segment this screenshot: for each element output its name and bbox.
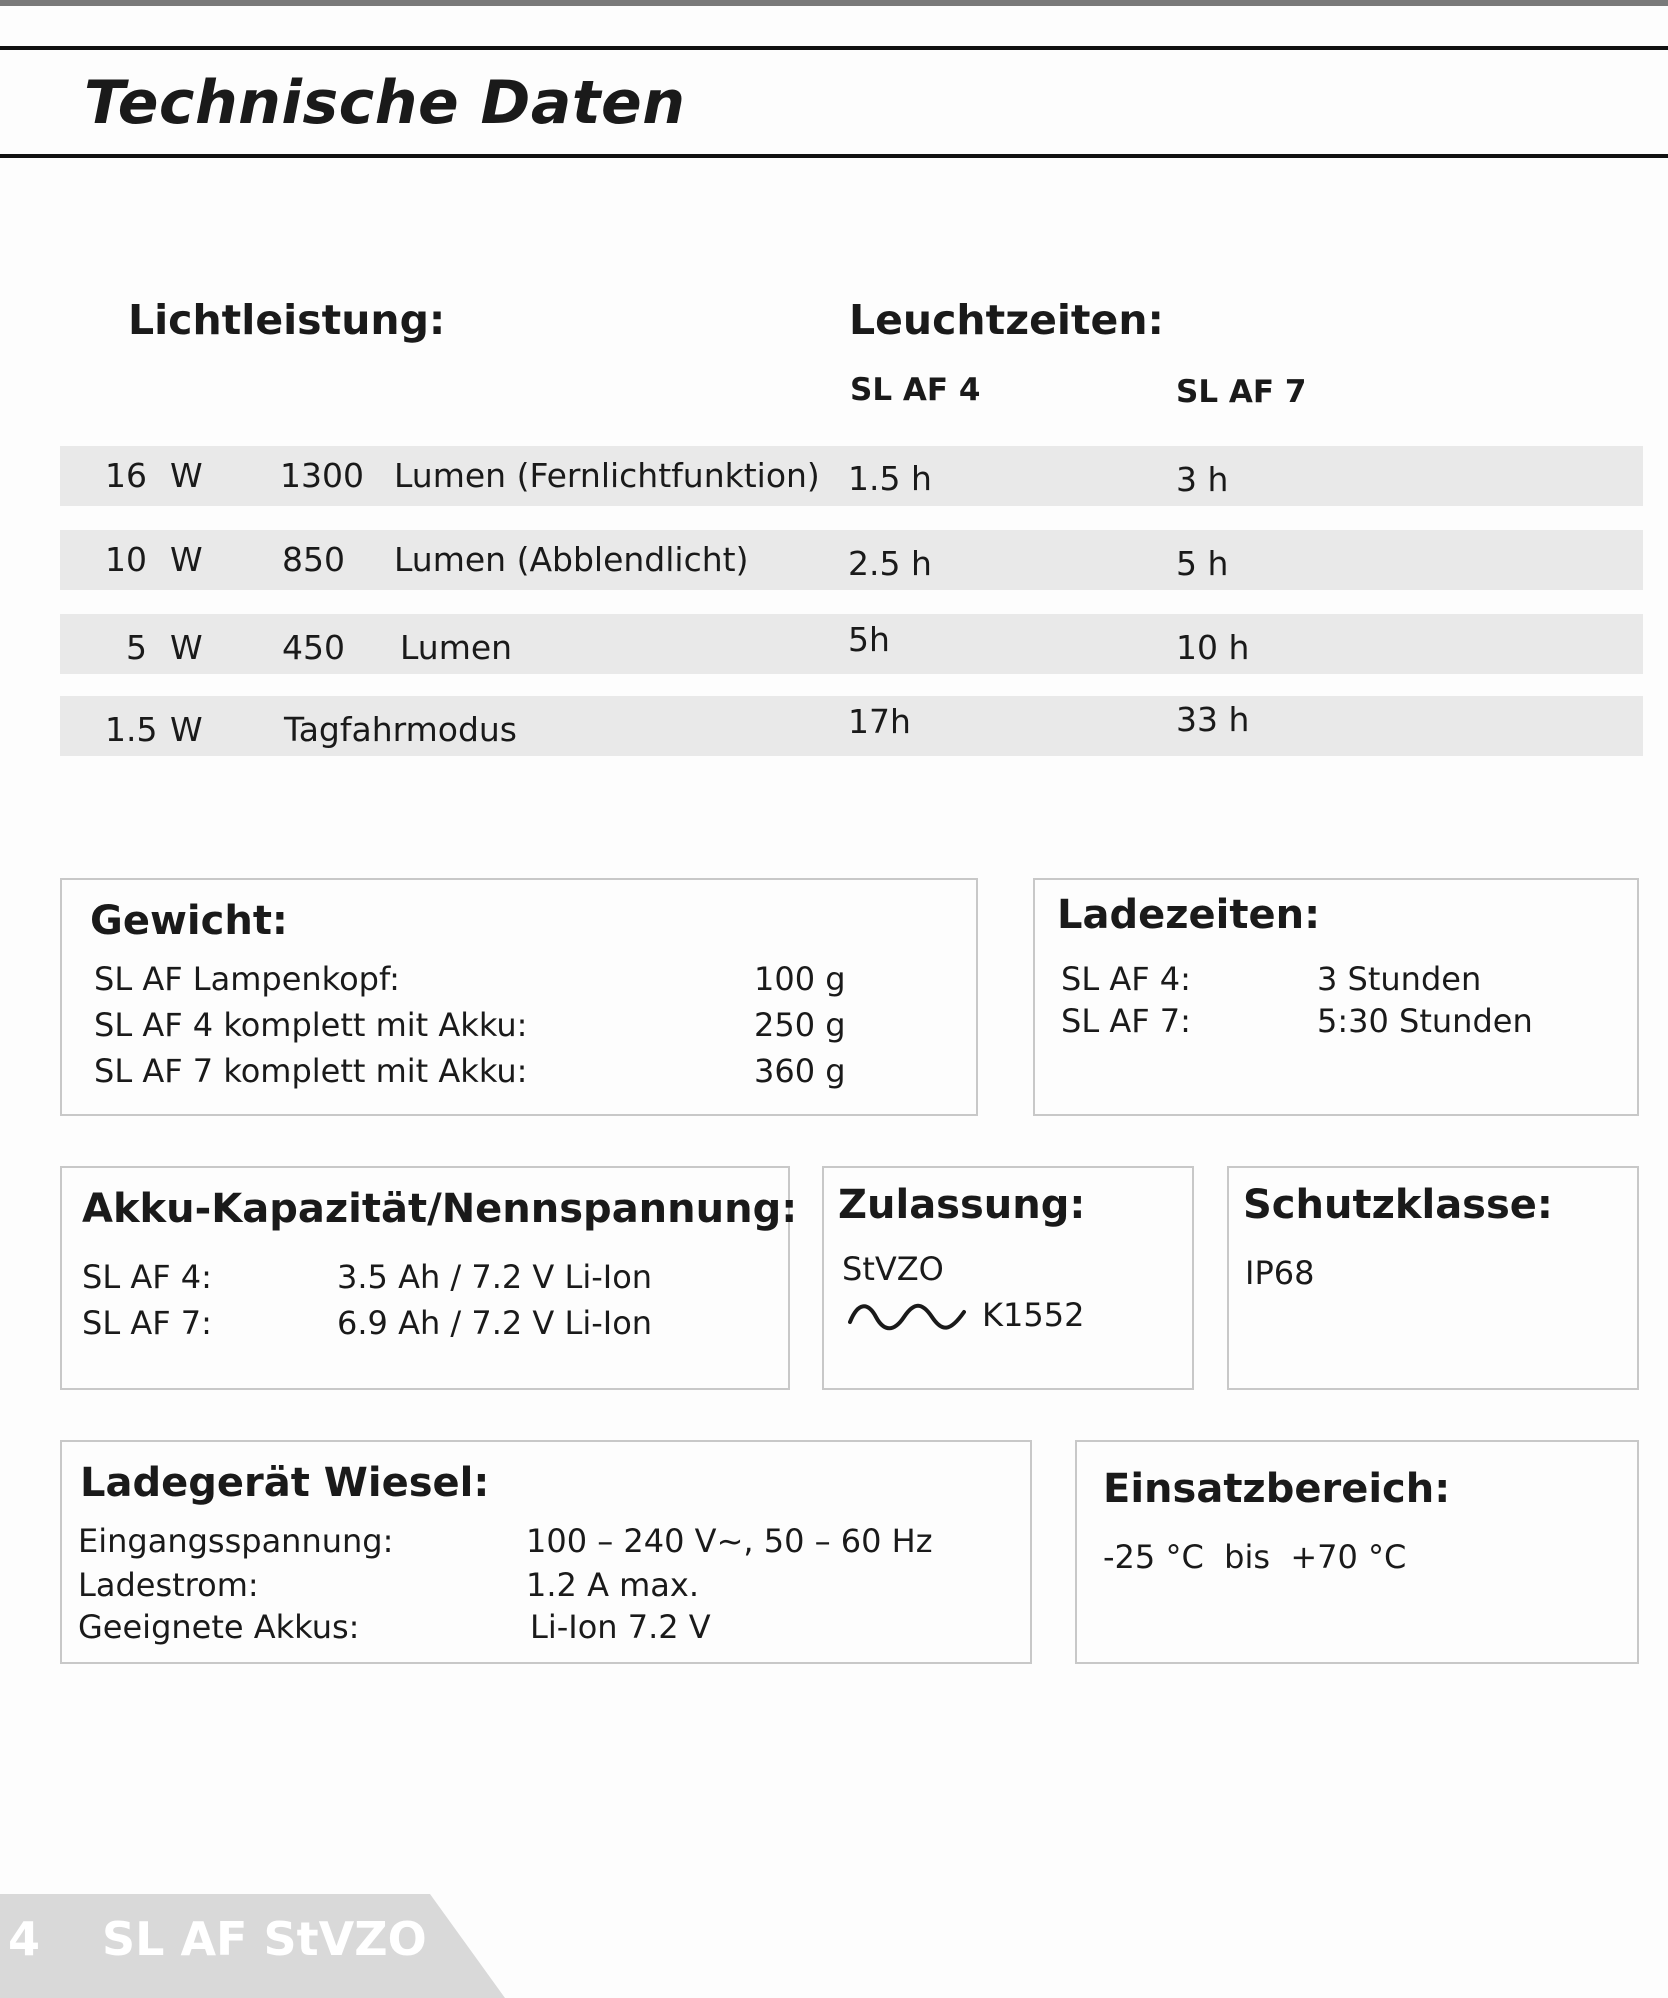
runtime-af4: 5h [848, 620, 890, 659]
ladegeraet-value: Li-Ion 7.2 V [530, 1608, 711, 1646]
watt-unit: W [170, 628, 203, 667]
lichtleistung-heading: Lichtleistung: [128, 296, 446, 344]
runtime-af4: 17h [848, 702, 911, 741]
watt-value: 10 [105, 540, 147, 579]
einsatzbereich-value: -25 °C bis +70 °C [1103, 1538, 1407, 1576]
runtime-af7: 5 h [1176, 544, 1229, 583]
zulassung-heading: Zulassung: [838, 1182, 1086, 1228]
mode-description: Tagfahrmodus [284, 710, 517, 749]
lumen-value: 850 [282, 540, 345, 579]
title-rule-top [0, 46, 1668, 50]
akku-label: SL AF 4: [82, 1258, 212, 1296]
gewicht-heading: Gewicht: [90, 898, 288, 944]
runtime-af7: 33 h [1176, 700, 1250, 739]
gewicht-box [60, 878, 978, 1116]
runtime-af7: 10 h [1176, 628, 1250, 667]
gewicht-label: SL AF 4 komplett mit Akku: [94, 1006, 528, 1044]
watt-unit: W [170, 456, 203, 495]
ladegeraet-label: Eingangsspannung: [78, 1522, 394, 1560]
title-rule-bottom [0, 154, 1668, 158]
footer-product-name: SL AF StVZO [102, 1912, 427, 1966]
ladezeiten-value: 3 Stunden [1317, 960, 1482, 998]
runtime-af7: 3 h [1176, 460, 1229, 499]
runtime-af4: 2.5 h [848, 544, 932, 583]
table-row [60, 446, 1643, 506]
page-title: Technische Daten [84, 68, 686, 138]
gewicht-label: SL AF 7 komplett mit Akku: [94, 1052, 528, 1090]
zulassung-regulation: StVZO [842, 1250, 944, 1288]
top-bar [0, 0, 1668, 6]
mode-description: Lumen (Abblendlicht) [394, 540, 749, 579]
gewicht-label: SL AF Lampenkopf: [94, 960, 400, 998]
akku-value: 6.9 Ah / 7.2 V Li-Ion [337, 1304, 653, 1342]
ladezeiten-value: 5:30 Stunden [1317, 1002, 1533, 1040]
gewicht-value: 100 g [754, 960, 846, 998]
gewicht-value: 360 g [754, 1052, 846, 1090]
mode-description: Lumen [400, 628, 513, 667]
watt-unit: W [170, 710, 203, 749]
gewicht-value: 250 g [754, 1006, 846, 1044]
ladezeiten-box [1033, 878, 1639, 1116]
column-header-af7: SL AF 7 [1176, 374, 1307, 410]
akku-label: SL AF 7: [82, 1304, 212, 1342]
page-number: 4 [8, 1912, 41, 1966]
ladezeiten-label: SL AF 7: [1061, 1002, 1191, 1040]
einsatzbereich-heading: Einsatzbereich: [1103, 1466, 1451, 1512]
ladegeraet-value: 1.2 A max. [526, 1566, 700, 1604]
ladezeiten-label: SL AF 4: [1061, 960, 1191, 998]
zulassung-box [822, 1166, 1194, 1390]
leuchtzeiten-heading: Leuchtzeiten: [849, 296, 1164, 344]
watt-value: 5 [126, 628, 147, 667]
ladegeraet-value: 100 – 240 V~, 50 – 60 Hz [526, 1522, 933, 1560]
einsatzbereich-box [1075, 1440, 1639, 1664]
ladegeraet-label: Geeignete Akkus: [78, 1608, 360, 1646]
schutzklasse-value: IP68 [1245, 1254, 1315, 1292]
table-row [60, 696, 1643, 756]
wave-approval-icon [848, 1300, 966, 1334]
akku-heading: Akku-Kapazität/Nennspannung: [82, 1186, 798, 1232]
schutzklasse-box [1227, 1166, 1639, 1390]
lumen-value: 450 [282, 628, 345, 667]
table-row [60, 530, 1643, 590]
ladegeraet-label: Ladestrom: [78, 1566, 259, 1604]
ladezeiten-heading: Ladezeiten: [1057, 892, 1321, 938]
ladegeraet-heading: Ladegerät Wiesel: [80, 1460, 490, 1506]
watt-unit: W [170, 540, 203, 579]
ladegeraet-box [60, 1440, 1032, 1664]
runtime-af4: 1.5 h [848, 459, 932, 498]
mode-description: Lumen (Fernlichtfunktion) [394, 456, 820, 495]
watt-value: 1.5 [105, 710, 158, 749]
lumen-value: 1300 [280, 456, 364, 495]
akku-box [60, 1166, 798, 1390]
column-header-af4: SL AF 4 [850, 372, 981, 408]
watt-value: 16 [105, 456, 147, 495]
table-row [60, 614, 1643, 674]
schutzklasse-heading: Schutzklasse: [1243, 1182, 1553, 1228]
zulassung-code: K1552 [982, 1296, 1085, 1334]
akku-value: 3.5 Ah / 7.2 V Li-Ion [337, 1258, 653, 1296]
